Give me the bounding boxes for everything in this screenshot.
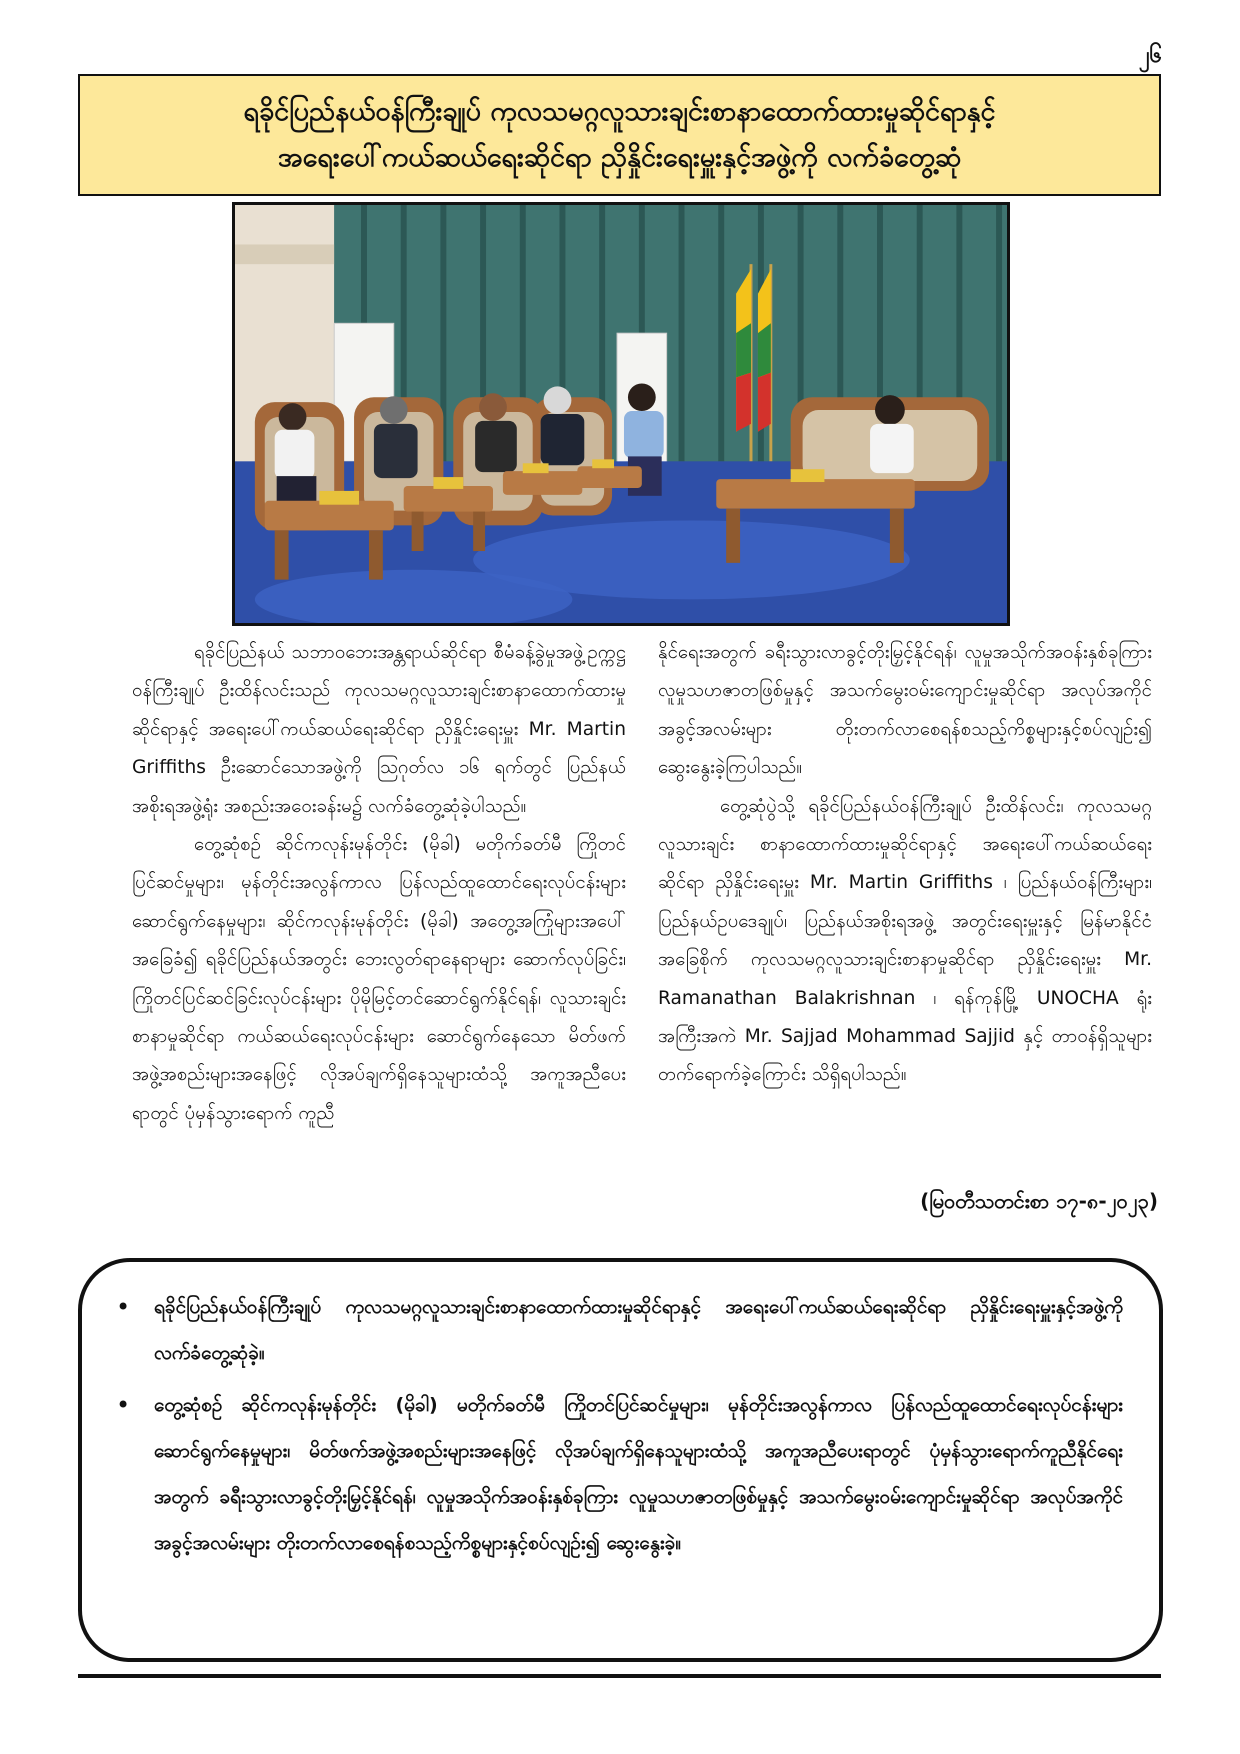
article-column-left — [132, 634, 626, 1230]
bottom-divider — [78, 1674, 1161, 1678]
headline-box — [78, 74, 1161, 196]
source-citation: (မြဝတီသတင်းစာ ၁၇-၈-၂၀၂၃) — [920, 1189, 1158, 1213]
summary-item — [112, 1382, 1123, 1566]
article-paragraph: နိုင်ရေးအတွက် ခရီးသွားလာခွင့်တိုးမြှင့်နိုင်ရန်၊ လူမှုအသိုက်အဝန်းနှစ်ခုကြား လူမှုသဟဇာတဖြစ်မှုနှင့် အသက်မွေးဝမ်းကျောင်းမှုဆိုင်ရာ အလုပ်အကိုင်အခွင့်အလမ်းများ တိုးတက်လာစေရန်စသည့်ကိစ္စများနှင့်စပ်လျဉ်း၍ ဆွေးနွေးခဲ့ကြပါသည်။ — [658, 642, 1152, 779]
bullet-icon: • — [116, 1391, 131, 1419]
summary-text: တွေ့ဆုံစဉ် ဆိုင်ကလုန်းမုန်တိုင်း (မိုခါ) မတိုက်ခတ်မီ ကြိုတင်ပြင်ဆင်မှုများ၊ မုန်တိုင်းအလွန်ကာလ ပြန်လည်ထူထောင်ရေးလုပ်ငန်းများ ဆောင်ရွက်နေမှုများ၊ မိတ်ဖက်အဖွဲ့အစည်းများအနေဖြင့် လိုအပ်ချက်ရှိနေသူများထံသို့ အကူအညီပေးရာတွင် ပုံမှန်သွားရောက်ကူညီနိုင်ရေးအတွက် ခရီးသွားလာခွင့်တိုးမြှင့်နိုင်ရန်၊ လူမှုအသိုက်အဝန်းနှစ်ခုကြား လူမှုသဟဇာတဖြစ်မှုနှင့် အသက်မွေးဝမ်းကျောင်းမှုဆိုင်ရာ အလုပ်အကိုင်အခွင့်အလမ်းများ တိုးတက်လာစေရန်စသည့်ကိစ္စများနှင့်စပ်လျဉ်း၍ ဆွေးနွေးခဲ့။ — [154, 1394, 1123, 1554]
summary-box — [78, 1258, 1163, 1662]
headline-line-1: ရခိုင်ပြည်နယ်ဝန်ကြီးချုပ် ကုလသမဂ္ဂလူသားချင်းစာနာထောက်ထားမှုဆိုင်ရာနှင့် — [243, 96, 996, 127]
meeting-photo-illustration — [235, 205, 1007, 623]
summary-item — [112, 1284, 1123, 1376]
summary-text: ရခိုင်ပြည်နယ်ဝန်ကြီးချုပ် ကုလသမဂ္ဂလူသားချင်းစာနာထောက်ထားမှုဆိုင်ရာနှင့် အရေးပေါ်ကယ်ဆယ်ရေးဆိုင်ရာ ညှိနှိုင်းရေးမှူးနှင့်အဖွဲ့ကို လက်ခံတွေ့ဆုံခဲ့။ — [154, 1296, 1123, 1364]
article-paragraph: တွေ့ဆုံစဉ် ဆိုင်ကလုန်းမုန်တိုင်း (မိုခါ) မတိုက်ခတ်မီ ကြိုတင်ပြင်ဆင်မှုများ၊ မုန်တိုင်းအလွန်ကာလ ပြန်လည်ထူထောင်ရေးလုပ်ငန်းများ ဆောင်ရွက်နေမှုများ၊ ဆိုင်ကလုန်းမုန်တိုင်း (မိုခါ) အတွေ့အကြုံများအပေါ် အခြေခံ၍ ရခိုင်ပြည်နယ်အတွင်း ဘေးလွတ်ရာနေရာများ ဆောက်လုပ်ခြင်း၊ ကြိုတင်ပြင်ဆင်ခြင်းလုပ်ငန်းများ ပိုမိုမြင့်တင်ဆောင်ရွက်နိုင်ရန်၊ လူသားချင်းစာနာမှုဆိုင်ရာ ကယ်ဆယ်ရေးလုပ်ငန်းများ ဆောင်ရွက်နေသော မိတ်ဖက်အဖွဲ့အစည်းများအနေဖြင့် လိုအပ်ချက်ရှိနေသူများထံသို့ အကူအညီပေးရာတွင် ပုံမှန်သွားရောက် ကူညီ — [132, 834, 626, 1124]
article-paragraph: တွေ့ဆုံပွဲသို့ ရခိုင်ပြည်နယ်ဝန်ကြီးချုပ် ဦးထိန်လင်း၊ ကုလသမဂ္ဂလူသားချင်း စာနာထောက်ထားမှုဆိုင်ရာနှင့် အရေးပေါ်ကယ်ဆယ်ရေးဆိုင်ရာ ညှိနှိုင်းရေးမှူး Mr. Martin Griffiths ၊ ပြည်နယ်ဝန်ကြီးများ၊ ပြည်နယ်ဥပဒေချုပ်၊ ပြည်နယ်အစိုးရအဖွဲ့ အတွင်းရေးမှူးနှင့် မြန်မာနိုင်ငံအခြေစိုက် ကုလသမဂ္ဂလူသားချင်းစာနာမှုဆိုင်ရာ ညှိနှိုင်းရေးမှူး Mr. Ramanathan Balakrishnan ၊ ရန်ကုန်မြို့ UNOCHA ရုံးအကြီးအကဲ Mr. Sajjad Mohammad Sajjid နှင့် တာဝန်ရှိသူများ တက်ရောက်ခဲ့ကြောင်း သိရှိရပါသည်။ — [658, 795, 1152, 1086]
headline-line-2: အရေးပေါ်ကယ်ဆယ်ရေးဆိုင်ရာ ညှိနှိုင်းရေးမှူးနှင့်အဖွဲ့ကို လက်ခံတွေ့ဆုံ — [277, 142, 962, 173]
article-paragraph: ရခိုင်ပြည်နယ် သဘာဝဘေးအန္တရာယ်ဆိုင်ရာ စီမံခန့်ခွဲမှုအဖွဲ့ဥက္ကဋ္ဌ ဝန်ကြီးချုပ် ဦးထိန်လင်းသည် ကုလသမဂ္ဂလူသားချင်းစာနာထောက်ထားမှုဆိုင်ရာနှင့် အရေးပေါ်ကယ်ဆယ်ရေးဆိုင်ရာ ညှိနှိုင်းရေးမှူး Mr. Martin Griffiths ဦးဆောင်သောအဖွဲ့ကို ဩဂုတ်လ ၁၆ ရက်တွင် ပြည်နယ်အစိုးရအဖွဲ့ရုံး အစည်းအဝေးခန်းမ၌ လက်ခံတွေ့ဆုံခဲ့ပါသည်။ — [132, 642, 626, 817]
article-column-right — [658, 634, 1152, 1230]
bullet-icon: • — [116, 1293, 131, 1321]
article-body — [132, 634, 1152, 1230]
page-number: ၂၆ — [1138, 43, 1162, 68]
meeting-photo — [232, 202, 1010, 626]
